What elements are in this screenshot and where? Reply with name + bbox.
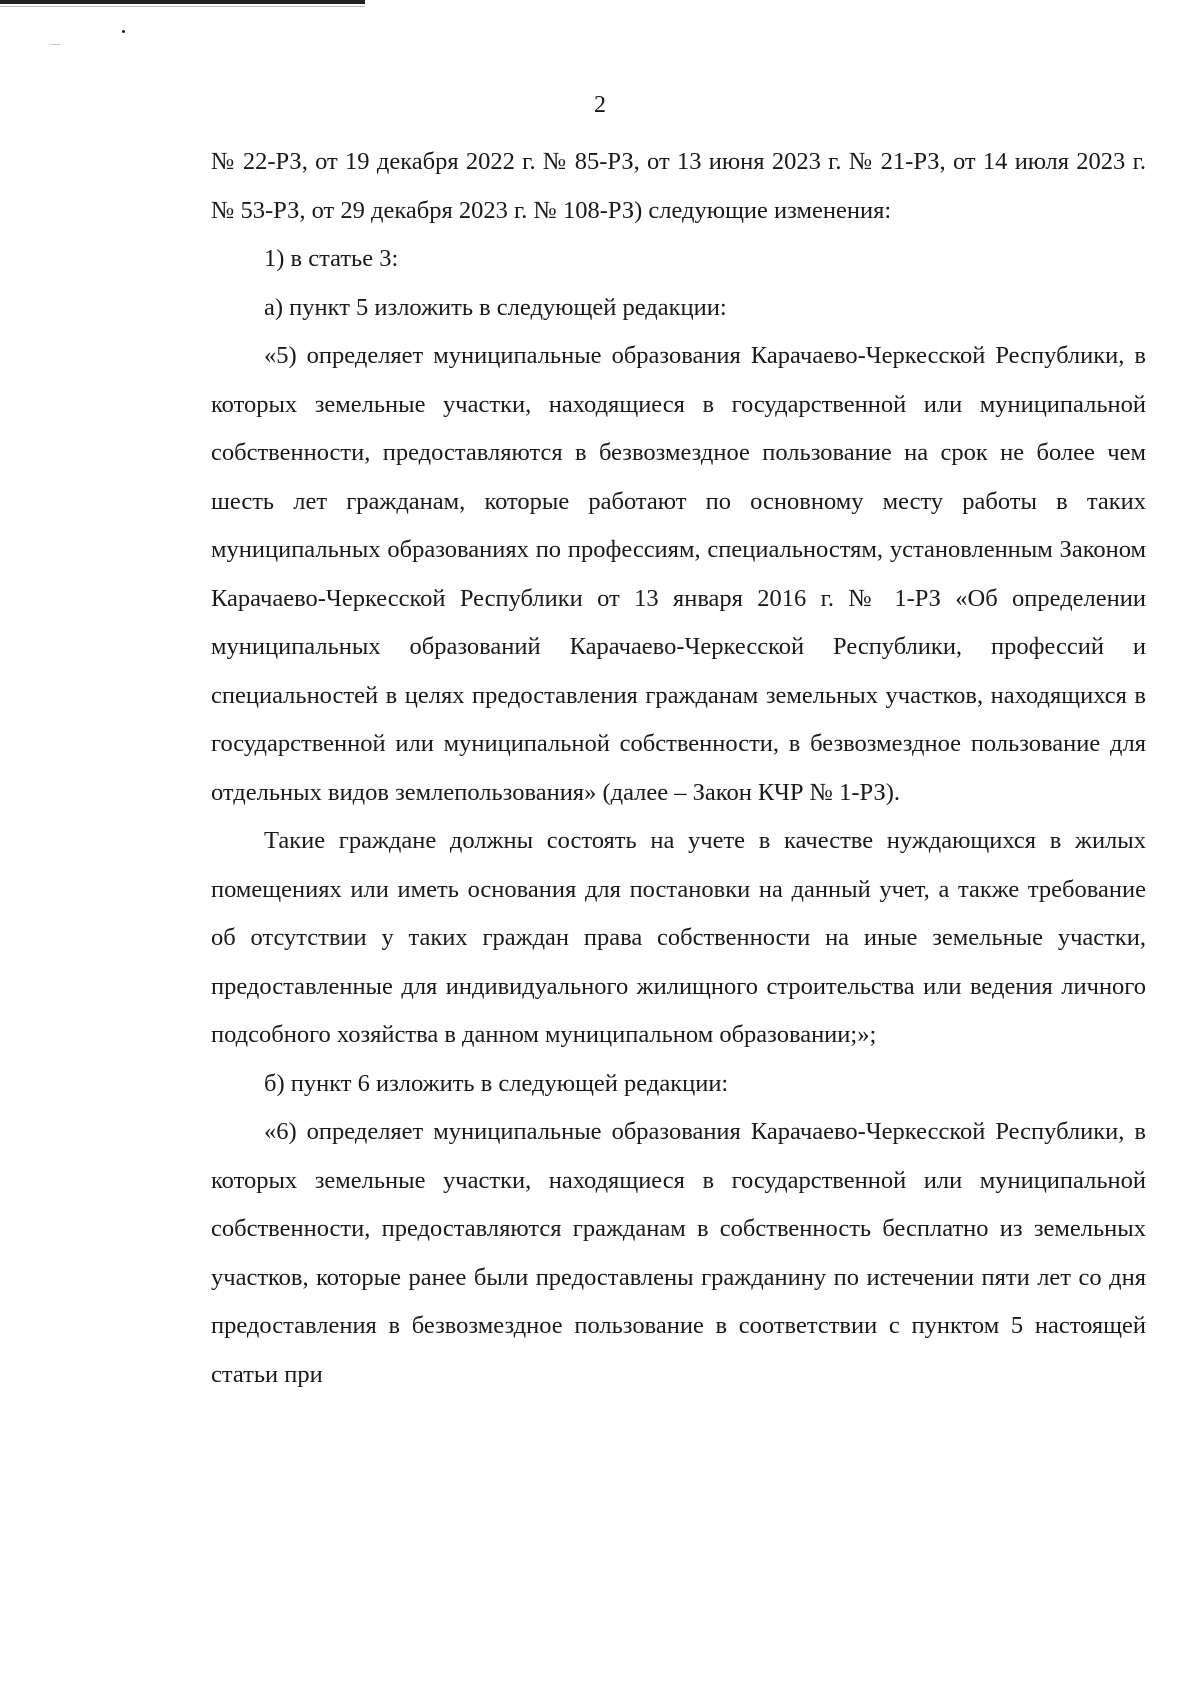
paragraph-point-6: «6) определяет муниципальные образования Карачаево-Черкесской Республики, в которых земельные участки, находящиеся в государственной или муниципальной собственности, предоставляются гражданам в собственность бесплатно из земельных участков, которые ранее были предоставлены гражданину по истечении пяти лет со дня предоставления в безвозмездное пользование в соответствии с пунктом 5 настоящей статьи при [211, 1118, 1146, 1388]
scan-edge-line [0, 0, 365, 4]
scan-speck [122, 30, 125, 33]
paragraph-item-b: б) пункт 6 изложить в следующей редакции: [264, 1069, 729, 1097]
scan-speck-faint [50, 44, 60, 45]
paragraph-item-1: 1) в статье 3: [264, 245, 399, 272]
paragraph-item-a: а) пункт 5 изложить в следующей редакции: [264, 293, 727, 321]
paragraph-point-5: «5) определяет муниципальные образования Карачаево-Черкесской Республики, в которых земельные участки, находящиеся в государственной или муниципальной собственности, предоставляются в безвозмездное пользование на срок не более чем шесть лет гражданам, которые работают по основному месту работы в таких муниципальных образованиях по профессиям, специальностям, установленным Законом Карачаево-Черкесской Республики от 13 января 2016 г. № 1-РЗ «Об определении муниципальных образований Карачаево-Черкесской Республики, профессий и специальностей в целях предоставления гражданам земельных участков, находящихся в государственной или муниципальной собственности, в безвозмездное пользование для отдельных видов землепользования» (далее – Закон КЧР № 1-РЗ). [211, 342, 1146, 806]
paragraph-continuation: № 22-РЗ, от 19 декабря 2022 г. № 85-РЗ, от 13 июня 2023 г. № 21-РЗ, от 14 июля 2023 г. № 53-РЗ, от 29 декабря 2023 г. № 108-РЗ) следующие изменения: [211, 148, 1146, 224]
scan-edge-line-faint [0, 6, 365, 7]
paragraph-citizens-requirements: Такие граждане должны состоять на учете в качестве нуждающихся в жилых помещениях или иметь основания для постановки на данный учет, а также требование об отсутствии у таких граждан права собственности на иные земельные участки, предоставленные для индивидуального жилищного строительства или ведения личного подсобного хозяйства в данном муниципальном образовании;»; [211, 827, 1146, 1048]
document-body [211, 138, 1146, 1399]
page-number: 2 [594, 92, 606, 118]
